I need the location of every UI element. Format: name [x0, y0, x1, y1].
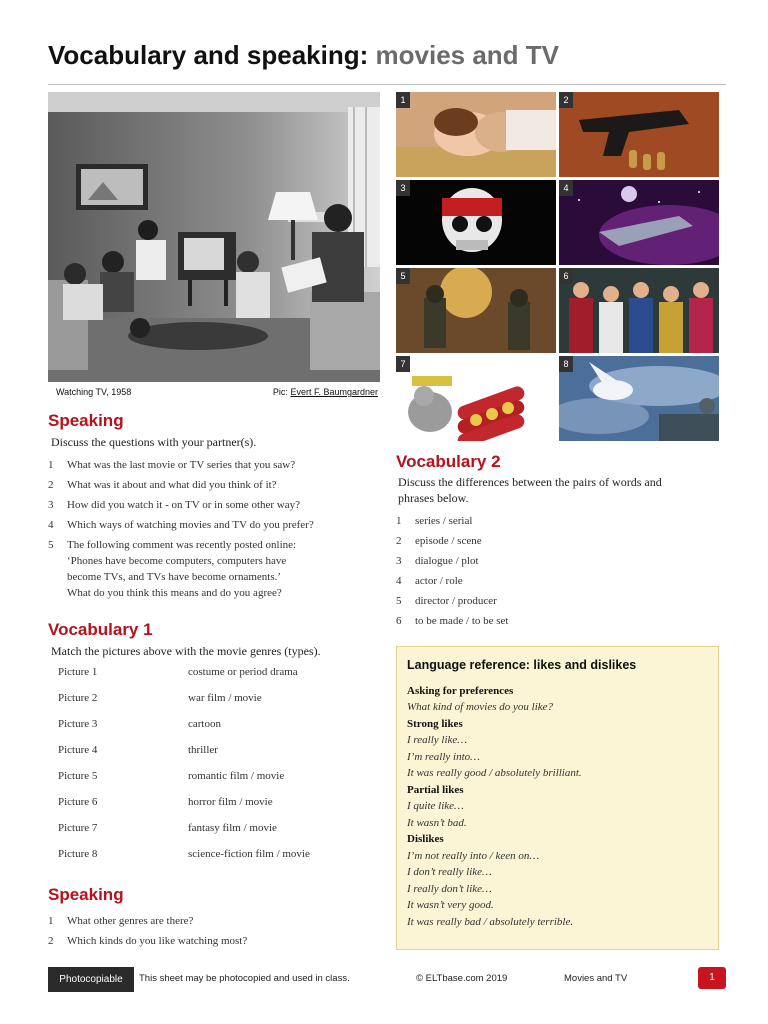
language-reference-box — [396, 646, 719, 950]
speaking-2-questions — [48, 913, 378, 949]
title-sub: movies and TV — [375, 40, 560, 70]
list-item: 5 The following comment was recently posted online: ‘Phones have become computers, computers have become TVs, and TVs have become ornaments.’ What do you think this means and do you agree? — [48, 539, 297, 599]
picture-1 — [396, 92, 556, 177]
reference-line: Strong likes — [407, 718, 463, 730]
reference-line: I don’t really like… — [407, 866, 492, 878]
caption-credit — [273, 387, 378, 397]
reference-line: I really like… — [407, 734, 468, 746]
reference-line: Dislikes — [407, 833, 444, 845]
picture-7 — [396, 356, 556, 441]
title-divider — [48, 84, 726, 85]
picture-number: 8 — [559, 356, 573, 372]
reference-line: It was really bad / absolutely terrible. — [407, 916, 574, 928]
credit-link[interactable]: Evert F. Baumgardner — [290, 387, 378, 397]
reference-line: It was really good / absolutely brilliant. — [407, 767, 582, 779]
list-item: 1 series / serial — [396, 515, 473, 527]
picture-4 — [559, 180, 719, 265]
title-main: Vocabulary and speaking: — [48, 40, 369, 70]
vocabulary-2-list — [396, 513, 716, 629]
vocabulary-2-intro: Discuss the differences between the pairs of words and phrases below. — [398, 475, 662, 505]
footer-note: This sheet may be photocopied and used in class. — [139, 973, 350, 984]
list-item: 1 What other genres are there? — [48, 915, 194, 927]
list-item: 4 actor / role — [396, 575, 463, 587]
list-item: 4 Which ways of watching movies and TV do you prefer? — [48, 519, 314, 531]
page-number-badge: 1 — [698, 967, 726, 989]
page-title — [48, 40, 559, 71]
reference-line: I really don’t like… — [407, 883, 492, 895]
photo-caption — [48, 383, 380, 401]
reference-line: I’m not really into / keen on… — [407, 850, 540, 862]
picture-8 — [559, 356, 719, 441]
reference-line: Asking for preferences — [407, 685, 514, 697]
picture-number: 4 — [559, 180, 573, 196]
reference-line: Partial likes — [407, 784, 464, 796]
speaking-questions — [48, 457, 378, 601]
family-watching-tv-photo — [48, 92, 380, 382]
list-item: 1 What was the last movie or TV series that you saw? — [48, 459, 296, 471]
picture-number: 7 — [396, 356, 410, 372]
list-item: 2 What was it about and what did you think of it? — [48, 479, 277, 491]
list-item: 3 dialogue / plot — [396, 555, 479, 567]
vocabulary-1-heading: Vocabulary 1 — [48, 620, 153, 639]
picture-number: 6 — [559, 268, 573, 284]
picture-2 — [559, 92, 719, 177]
picture-5 — [396, 268, 556, 353]
language-reference-title: Language reference: likes and dislikes — [407, 658, 637, 672]
reference-line: I’m really into… — [407, 751, 480, 763]
speaking-2-heading: Speaking — [48, 885, 124, 904]
vocabulary-1-intro: Match the pictures above with the movie genres (types). — [51, 644, 321, 658]
speaking-intro: Discuss the questions with your partner(s). — [51, 435, 257, 449]
picture-number: 1 — [396, 92, 410, 108]
credit-prefix: Pic: — [272, 387, 288, 397]
list-item: 2 episode / scene — [396, 535, 482, 547]
list-item: 3 How did you watch it - on TV or in some other way? — [48, 499, 300, 511]
picture-number: 5 — [396, 268, 410, 284]
picture-number: 3 — [396, 180, 410, 196]
picture-3 — [396, 180, 556, 265]
reference-line: It wasn’t very good. — [407, 899, 494, 911]
footer-topic: Movies and TV — [564, 973, 628, 984]
caption-text: Watching TV, 1958 — [56, 387, 132, 397]
reference-line: What kind of movies do you like? — [407, 701, 554, 713]
reference-line: I quite like… — [407, 800, 464, 812]
list-item: 6 to be made / to be set — [396, 615, 509, 627]
picture-number: 2 — [559, 92, 573, 108]
footer-copyright: © ELTbase.com 2019 — [416, 973, 508, 984]
list-item: 5 director / producer — [396, 595, 497, 607]
reference-line: It wasn’t bad. — [407, 817, 467, 829]
list-item: 2 Which kinds do you like watching most? — [48, 935, 248, 947]
vocabulary-2-heading: Vocabulary 2 — [396, 452, 501, 471]
photocopiable-badge: Photocopiable — [48, 967, 134, 992]
picture-6 — [559, 268, 719, 353]
speaking-heading: Speaking — [48, 411, 124, 430]
